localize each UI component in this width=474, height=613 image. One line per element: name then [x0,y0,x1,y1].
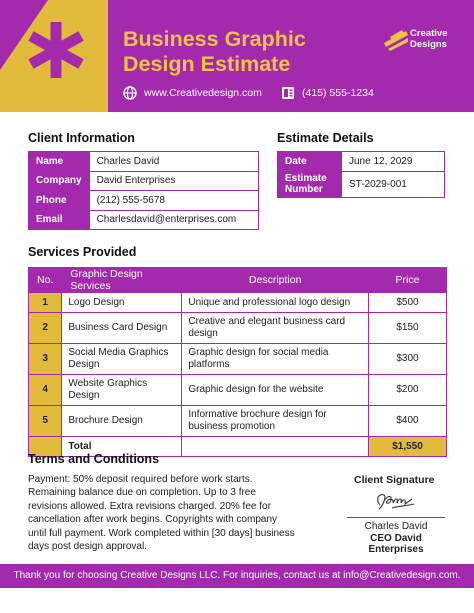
estimate-label: Date [278,152,342,172]
terms-text: Payment: 50% deposit required before work starts. Remaining balance due on completion. Up to 3 free revisions allowed. Extra revisions charged. 20% fee for cancellation after work begins. Copyrights with company until full payment. Work completed within [30 days] business days post design approval. [28,474,295,553]
signature-heading: Client Signature [354,474,435,486]
service-description: Unique and professional logo design [182,293,369,313]
service-description: Informative brochure design for business promotion [182,406,369,437]
total-value: $1,550 [369,437,447,457]
signer-name: Charles David [364,521,428,532]
service-name: Website Graphics Design [62,375,182,406]
client-label: Email [29,210,90,230]
footer-text: Thank you for choosing Creative Designs LLC. For inquiries, contact us at info@Creativedesign.com. [13,570,461,581]
service-price: $150 [369,313,447,344]
estimate-value: ST-2029-001 [342,171,445,197]
table-row [29,293,447,313]
col-header-price: Price [369,268,447,293]
row-number: 3 [29,344,62,375]
service-price: $200 [369,375,447,406]
client-row-phone [29,191,259,211]
row-number: 5 [29,406,62,437]
page-title [123,27,373,77]
client-row-company [29,171,259,191]
total-empty-cell [182,437,369,457]
estimate-details-heading: Estimate Details [277,131,374,145]
title-line-2: Design Estimate [123,52,291,76]
table-row [29,406,447,437]
services-table [28,267,447,457]
service-description: Graphic design for the website [182,375,369,406]
asterisk-icon [0,0,108,112]
signer-role: CEO David Enterprises [368,533,424,555]
services-header-row [29,268,447,293]
service-price: $300 [369,344,447,375]
estimate-label-line-1: Estimate [285,173,327,184]
website-text[interactable]: www.Creativedesign.com [144,87,262,99]
client-label: Company [29,171,90,191]
row-number: 2 [29,313,62,344]
client-info-heading: Client Information [28,131,135,145]
service-name: Brochure Design [62,406,182,437]
handwritten-signature [372,489,418,515]
globe-icon [123,86,137,100]
service-description: Creative and elegant business card design [182,313,369,344]
total-label: Total [62,437,182,457]
phone-text[interactable]: (415) 555-1234 [302,87,374,99]
phone-icon [281,86,295,100]
title-line-1: Business Graphic [123,27,306,51]
client-value: David Enterprises [89,171,258,191]
services-heading: Services Provided [28,245,137,259]
service-price: $500 [369,293,447,313]
table-row [29,344,447,375]
estimate-details-table [277,151,445,198]
terms-heading: Terms and Conditions [28,452,160,466]
footer-bar [0,564,474,588]
client-label: Name [29,152,90,172]
col-header-service: Graphic Design Services [62,268,182,293]
header-banner [0,0,474,112]
brand-stripes-icon [384,29,408,51]
service-description: Graphic design for social media platforms [182,344,369,375]
client-row-name [29,152,259,172]
client-value: Charlesdavid@enterprises.com [89,210,258,230]
estimate-row-number [278,171,445,197]
brand-line-2: Designs [410,39,447,50]
col-header-description: Description [182,268,369,293]
brand-line-1: Creative [410,28,448,39]
estimate-label-line-2: Number [285,184,323,195]
estimate-row-date [278,152,445,172]
client-info-table [28,151,259,230]
brand-logo [384,26,468,52]
service-name: Logo Design [62,293,182,313]
website-contact[interactable] [123,86,262,100]
client-value: Charles David [89,152,258,172]
phone-contact[interactable] [281,86,374,100]
client-row-email [29,210,259,230]
row-number: 1 [29,293,62,313]
estimate-label [278,171,342,197]
estimate-value: June 12, 2029 [342,152,445,172]
signature-line [347,517,445,518]
service-name: Business Card Design [62,313,182,344]
table-row [29,313,447,344]
row-number: 4 [29,375,62,406]
col-header-no: No. [29,268,62,293]
service-price: $400 [369,406,447,437]
client-label: Phone [29,191,90,211]
asterisk-logo [0,0,108,112]
table-row [29,375,447,406]
client-value: (212) 555-5678 [89,191,258,211]
service-name: Social Media Graphics Design [62,344,182,375]
